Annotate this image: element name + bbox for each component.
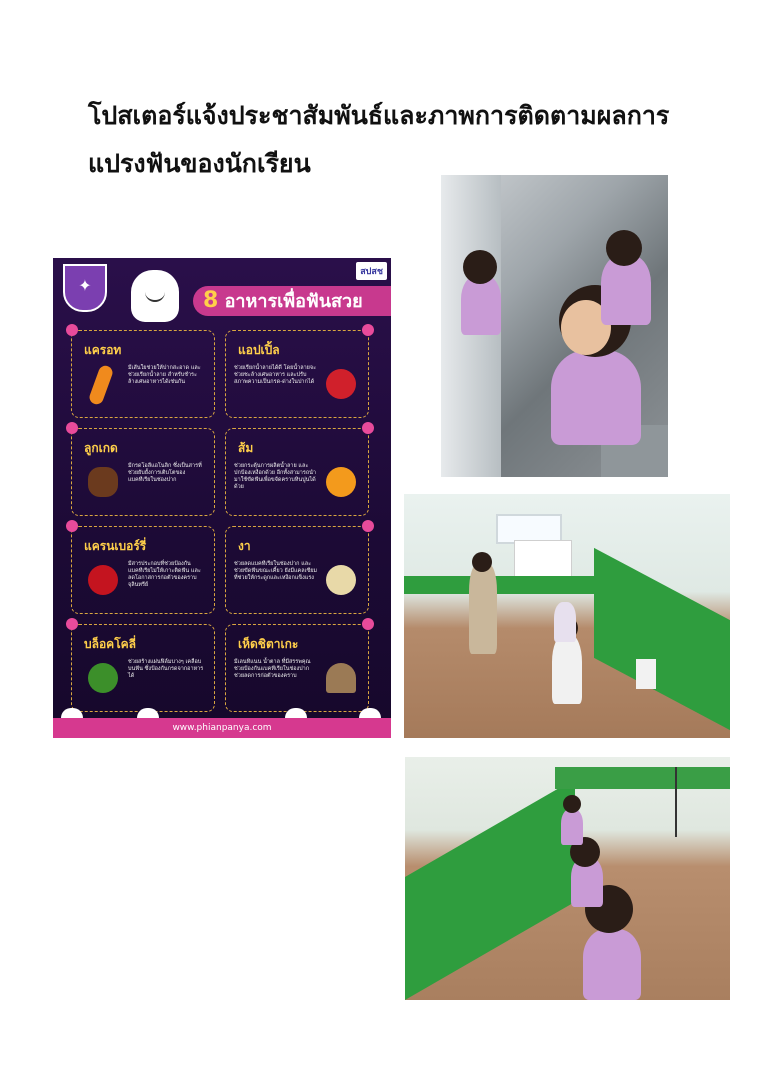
green-wall-back [555, 767, 730, 789]
food-card-text: มีเส้นใยช่วยให้ปากสะอาด และช่วยเรียกน้ำลาย สำหรับชำระล้างเศษอาหารได้เช่นกัน [128, 365, 201, 385]
photo-teacher-and-students-washroom [404, 494, 730, 738]
food-card-text: มีเลนทิแนน น้ำตาล ที่มีสรรพคุณช่วยป้องกันแบคทีเรียในช่องปาก ช่วยลดการก่อตัวของคราบ [234, 659, 311, 679]
food-card-text: มีสารประกอบที่ช่วยป้องกันแบคทีเรียไม่ให้เกาะติดฟัน และลดโอกาสการก่อตัวของคราบจุลินทรีย์ [128, 561, 201, 588]
food-card-title: บล็อคโคลี่ [84, 637, 137, 651]
food-card [225, 330, 369, 418]
child [461, 275, 501, 335]
teacher [469, 564, 497, 654]
mushroom-icon [326, 663, 356, 693]
photo-children-brushing-mirror [441, 175, 668, 477]
page-title: โปสเตอร์แจ้งประชาสัมพันธ์และภาพการติดตามผลการแปรงฟันของนักเรียน [88, 101, 670, 178]
food-card-title: งา [238, 539, 251, 553]
photo-children-brushing-green-wall [405, 757, 730, 1000]
tripod [675, 767, 697, 837]
child [554, 602, 576, 642]
food-card-text: ช่วยเรียกน้ำลายได้ดี โดยน้ำลายจะช่วยชะล้างเศษอาหาร และปรับสภาพความเป็นกรด-ด่างในปากได้ [234, 365, 317, 385]
green-wall [405, 779, 575, 1000]
child [561, 809, 583, 845]
child-head [563, 795, 581, 813]
food-card-text: มีกรดโอลีแอโนลิก ซึ่งเป็นสารที่ช่วยยับยั้งการเติบโตของแบคทีเรียในช่องปาก [128, 463, 202, 483]
poster-heading-banner [193, 286, 391, 316]
teacher-head [472, 552, 492, 572]
food-card-title: เห็ดชิตาเกะ [238, 637, 299, 651]
tooth-mascot-icon [131, 270, 179, 322]
poster-heading-number: 8 [203, 288, 219, 313]
food-card-text: ช่วยลดแบคทีเรียในช่องปาก และช่วยขัดฟันขณะเคี้ยว ยังมีแคลเซียมที่ช่วยให้กระดูกและเหงือกแข็งแรง [234, 561, 318, 581]
cranberry-icon [88, 565, 118, 595]
child [552, 634, 582, 704]
poster-eight-foods [53, 258, 391, 738]
food-card-title: ส้ม [238, 441, 254, 455]
food-card [71, 428, 215, 516]
raisin-icon [88, 467, 118, 497]
orange-icon [326, 467, 356, 497]
food-card-title: แอปเปิ้ล [238, 343, 280, 357]
chart-board [514, 540, 572, 580]
food-card [71, 330, 215, 418]
school-logo: ✦ [63, 264, 107, 312]
food-card [225, 526, 369, 614]
child [551, 350, 641, 445]
soap-dispenser [636, 659, 656, 689]
food-card-title: ลูกเกด [84, 441, 118, 455]
food-card-text: ช่วยสร้างแผ่นฟิล์มบางๆ เคลือบบนฟัน ซึ่งป้องกันกรดจากอาหารได้ [128, 659, 204, 679]
food-card-title: แครนเบอร์รี่ [84, 539, 147, 553]
poster-footer-url: www.phianpanya.com [53, 718, 391, 738]
green-wall [594, 548, 730, 730]
carrot-icon [88, 364, 115, 406]
poster-brand: สปสช [356, 262, 387, 280]
sesame-icon [326, 565, 356, 595]
food-card-text: ช่วยกระตุ้นการผลิตน้ำลาย และปกป้องเหงือกด้วย อีกทั้งสามารถนำมาใช้ขัดฟันเพื่อขจัดคราบหินปูนได้ด้วย [234, 463, 316, 490]
food-card [225, 428, 369, 516]
food-card [225, 624, 369, 712]
child-head [463, 250, 497, 284]
apple-icon [326, 369, 356, 399]
poster-heading-text: อาหารเพื่อฟันสวย [224, 291, 363, 312]
child-head [606, 230, 642, 266]
food-card [71, 526, 215, 614]
green-wall-stripe [404, 576, 604, 594]
child [583, 929, 641, 1000]
food-card-title: แครอท [84, 343, 122, 357]
broccoli-icon [88, 663, 118, 693]
food-card [71, 624, 215, 712]
